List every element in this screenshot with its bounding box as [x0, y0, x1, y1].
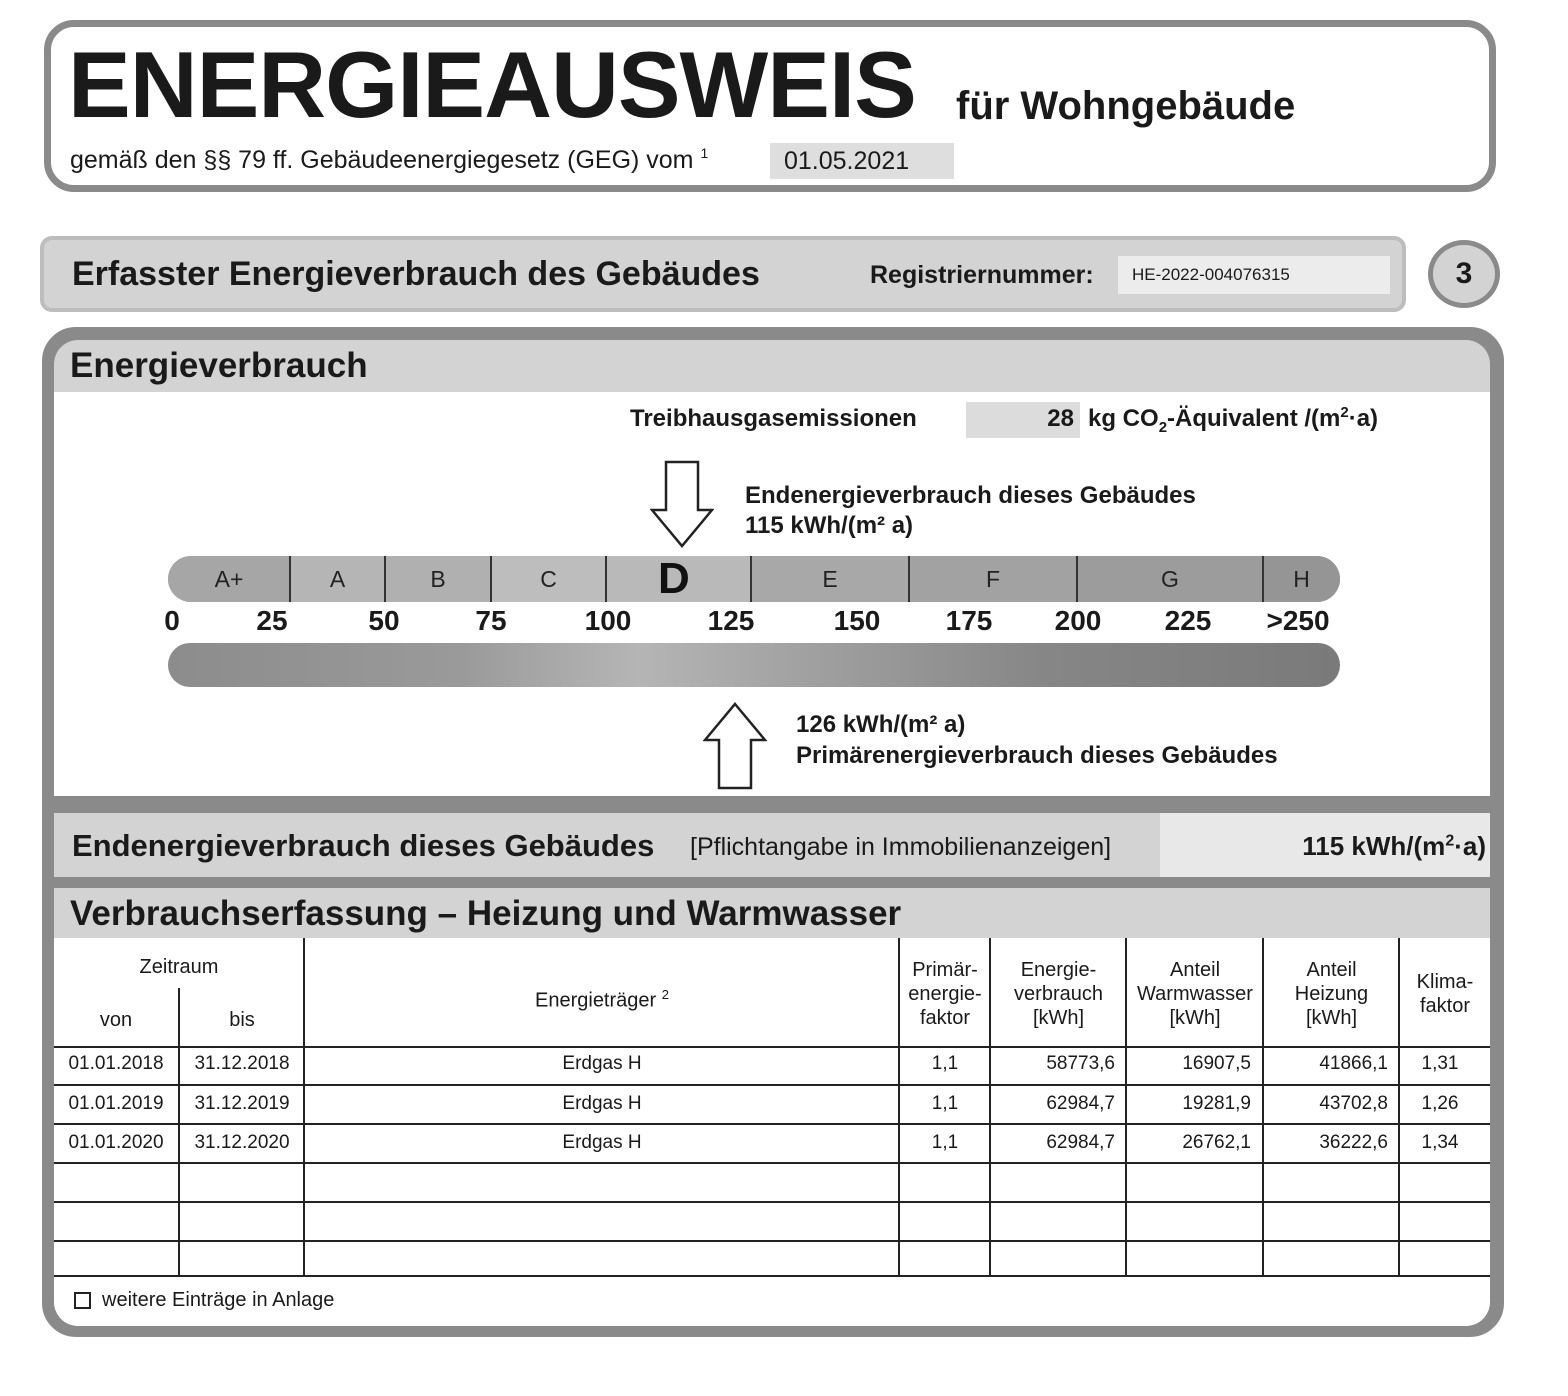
final-energy-row-note: [Pflichtangabe in Immobilienanzeigen] [690, 833, 1112, 861]
header-carrier-text: Energieträger [535, 989, 657, 1012]
header-consumption-line: verbrauch [1014, 983, 1103, 1005]
cell-to: 31.12.2020 [194, 1132, 290, 1153]
legal-text: gemäß den §§ 79 ff. Gebäudeenergiegesetz (GEG) vom [70, 146, 694, 174]
primary-energy-gradient-bar [168, 643, 1340, 687]
header-heating-line: [kWh] [1305, 1007, 1358, 1029]
scale-tick-label: 200 [1054, 605, 1102, 636]
cell-hot-water: 19281,9 [1182, 1093, 1251, 1114]
scale-tick-label: 50 [368, 605, 400, 636]
cell-hot-water: 16907,5 [1182, 1053, 1251, 1074]
arrow-down-icon [650, 460, 714, 548]
scale-divider [490, 556, 492, 602]
scale-divider [289, 556, 291, 602]
scale-tick-label: 175 [945, 605, 993, 636]
scale-divider [908, 556, 910, 602]
header-to: bis [229, 1009, 255, 1031]
ghg-label: Treibhausgasemissionen [630, 405, 917, 432]
cell-heating: 43702,8 [1319, 1093, 1388, 1114]
scale-tick-label: 25 [256, 605, 288, 636]
scale-tick-label: 225 [1164, 605, 1212, 636]
ghg-unit-post: ·a) [1348, 405, 1379, 432]
cell-consumption: 62984,7 [1046, 1132, 1115, 1153]
more-entries-checkbox[interactable] [74, 1292, 91, 1309]
primary-energy-value: 126 kWh/(m² a) [796, 711, 966, 738]
table-divider [54, 1240, 1490, 1242]
cell-carrier: Erdgas H [562, 1053, 642, 1074]
ghg-value: 28 [1047, 405, 1074, 432]
consumption-title: Verbrauchserfassung – Heizung und Warmwasser [70, 894, 902, 933]
final-row-value-sup: 2 [1445, 832, 1455, 850]
primary-energy-label: Primärenergieverbrauch dieses Gebäudes [796, 742, 1278, 769]
final-energy-row-label: Endenergieverbrauch dieses Gebäudes [72, 828, 655, 863]
header-heating-line: Heizung [1294, 983, 1369, 1005]
table-divider [54, 1275, 1490, 1277]
header-carrier-footnote: 2 [661, 987, 669, 1002]
cell-to: 31.12.2019 [194, 1093, 290, 1114]
header-hot-water-line: Anteil [1169, 959, 1221, 981]
header-from: von [99, 1009, 133, 1031]
scale-tick-label: 0 [164, 605, 180, 636]
final-energy-value: 115 kWh/(m² a) [745, 512, 914, 539]
scale-tick-label: 150 [833, 605, 881, 636]
cell-heating: 36222,6 [1319, 1132, 1388, 1153]
cell-primary-factor: 1,1 [931, 1132, 959, 1153]
header-period: Zeitraum [139, 956, 219, 978]
cell-carrier: Erdgas H [562, 1093, 642, 1114]
legal-basis [70, 145, 709, 174]
scale-tick-label: 125 [707, 605, 755, 636]
header-primary-factor-line: Primär- [912, 959, 978, 981]
scale-tick-label: 100 [584, 605, 632, 636]
cell-carrier: Erdgas H [562, 1132, 642, 1153]
table-divider [54, 1201, 1490, 1203]
page-number-badge: 3 [1428, 240, 1500, 308]
ghg-unit-sub: 2 [1158, 418, 1168, 436]
cell-consumption: 58773,6 [1046, 1053, 1115, 1074]
cell-from: 01.01.2019 [68, 1093, 164, 1114]
energy-title: Energieverbrauch [70, 346, 368, 385]
scale-class-aplus: A+ [168, 556, 290, 602]
scale-class-h: H [1263, 556, 1340, 602]
table-divider [54, 1084, 1490, 1086]
scale-class-a: A [290, 556, 385, 602]
ghg-unit-sup: 2 [1340, 404, 1349, 421]
scale-divider [1076, 556, 1078, 602]
cell-primary-factor: 1,1 [931, 1053, 959, 1074]
header-climate-line: Klima- [1416, 971, 1474, 993]
header-consumption-line: [kWh] [1032, 1007, 1085, 1029]
ghg-unit-mid: -Äquivalent /(m [1167, 405, 1341, 432]
cell-from: 01.01.2020 [68, 1132, 164, 1153]
scale-tick-label: >250 [1266, 605, 1330, 636]
legal-footnote: 1 [700, 145, 709, 161]
scale-tick-label: 75 [475, 605, 507, 636]
header-consumption [991, 958, 1126, 1030]
header-hot-water [1127, 958, 1263, 1030]
header-heating [1264, 958, 1399, 1030]
table-divider [54, 1123, 1490, 1125]
ghg-unit-pre: kg CO [1088, 405, 1159, 432]
final-row-value-pre: 115 kWh/(m [1302, 831, 1446, 861]
more-entries-label: weitere Einträge in Anlage [102, 1289, 335, 1311]
issue-date-field: 01.05.2021 [770, 143, 954, 179]
cell-climate: 1,34 [1421, 1132, 1459, 1153]
ghg-unit [1088, 405, 1378, 435]
scale-class-f: F [909, 556, 1077, 602]
cell-from: 01.01.2018 [68, 1053, 164, 1074]
cell-climate: 1,31 [1421, 1053, 1459, 1074]
scale-class-d: D [606, 556, 751, 602]
cell-primary-factor: 1,1 [931, 1093, 959, 1114]
table-divider [54, 1046, 1490, 1048]
header-consumption-line: Energie- [1020, 959, 1097, 981]
cell-climate: 1,26 [1421, 1093, 1459, 1114]
cell-hot-water: 26762,1 [1182, 1132, 1251, 1153]
registration-label: Registriernummer: [870, 261, 1094, 289]
document-subtitle: für Wohngebäude [956, 84, 1296, 128]
cell-consumption: 62984,7 [1046, 1093, 1115, 1114]
header-primary-factor [900, 958, 990, 1030]
scale-class-e: E [751, 556, 909, 602]
section-title: Erfasster Energieverbrauch des Gebäudes [72, 255, 760, 293]
scale-divider [750, 556, 752, 602]
header-climate-line: faktor [1419, 995, 1471, 1017]
efficiency-scale [168, 556, 1340, 602]
scale-class-g: G [1077, 556, 1263, 602]
cell-to: 31.12.2018 [194, 1053, 290, 1074]
header-primary-factor-line: faktor [919, 1007, 971, 1029]
header-heating-line: Anteil [1306, 959, 1357, 981]
final-row-value-post: ·a) [1454, 831, 1486, 861]
header-climate [1400, 970, 1490, 1018]
arrow-up-icon [703, 702, 767, 790]
registration-number-field: HE-2022-004076315 [1118, 256, 1390, 294]
header-hot-water-line: Warmwasser [1137, 983, 1253, 1005]
scale-divider [1262, 556, 1264, 602]
header-carrier [305, 983, 899, 1013]
final-energy-row-value [1160, 833, 1486, 859]
header-primary-factor-line: energie- [908, 983, 982, 1005]
header-hot-water-line: [kWh] [1169, 1007, 1221, 1029]
scale-divider [384, 556, 386, 602]
document-title: ENERGIEAUSWEIS [68, 32, 916, 137]
cell-heating: 41866,1 [1319, 1053, 1388, 1074]
table-divider [54, 1162, 1490, 1164]
scale-class-c: C [491, 556, 606, 602]
scale-divider [605, 556, 607, 602]
scale-class-b: B [385, 556, 491, 602]
final-energy-label: Endenergieverbrauch dieses Gebäudes [745, 482, 1196, 509]
